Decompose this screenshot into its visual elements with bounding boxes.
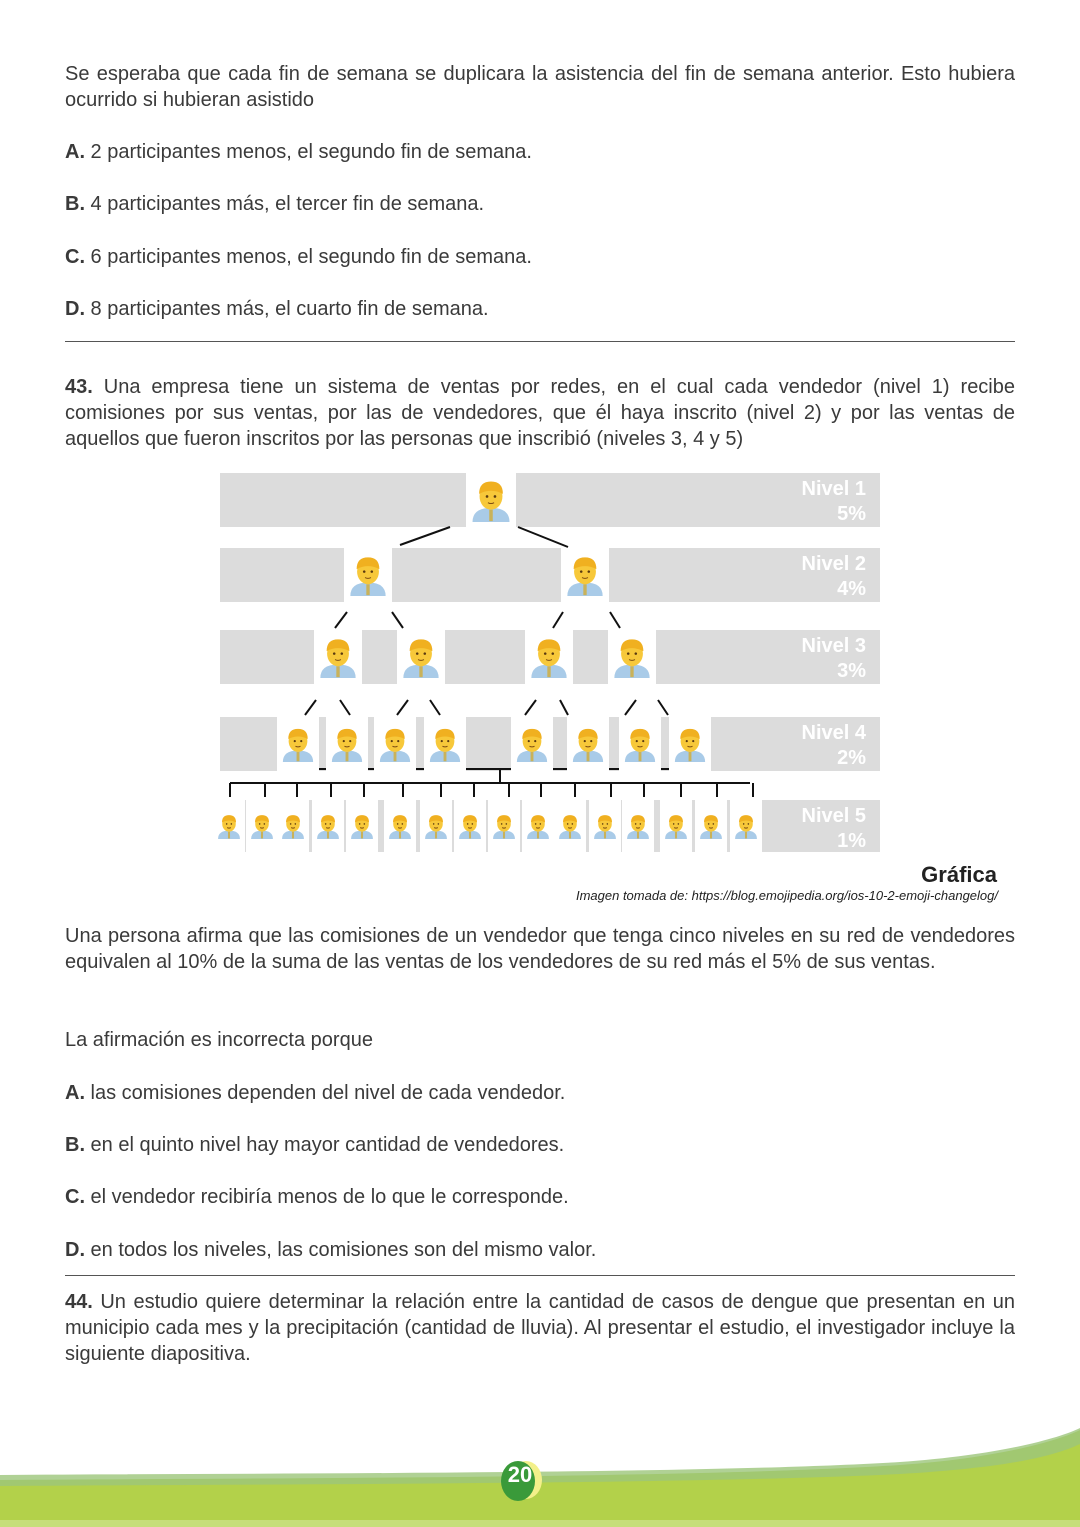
level-percent: 4% — [837, 578, 866, 600]
salesperson-icon — [619, 717, 661, 771]
salesperson-icon — [622, 800, 654, 852]
level-band — [220, 473, 880, 527]
salesperson-icon — [567, 717, 609, 771]
q44-stem — [65, 1289, 1015, 1367]
salesperson-icon — [314, 630, 362, 684]
salesperson-icon — [374, 717, 416, 771]
option-letter: C. — [65, 246, 85, 268]
salesperson-icon — [344, 548, 392, 602]
level-percent: 5% — [837, 503, 866, 525]
salesperson-icon — [246, 800, 278, 852]
connector-line — [525, 700, 536, 715]
salesperson-icon — [554, 800, 586, 852]
option-letter: D. — [65, 1239, 85, 1261]
question-number: 44. — [65, 1291, 93, 1313]
question-text: Un estudio quiere determinar la relación entre la cantidad de casos de dengue que presentan en un municipio cada mes y la precipitación (cantidad de lluvia). Al presentar el estudio, el investigador incluye la siguiente diapositiva. — [65, 1291, 1015, 1365]
option-text: 4 participantes más, el tercer fin de semana. — [85, 193, 485, 215]
salesperson-icon — [608, 630, 656, 684]
figure-caption: Gráfica — [921, 862, 997, 887]
connector-line — [518, 527, 568, 547]
level-percent: 1% — [837, 830, 866, 852]
footer-wave — [0, 1420, 1080, 1527]
salesperson-icon — [488, 800, 520, 852]
connector-line — [305, 700, 316, 715]
salesperson-icon — [525, 630, 573, 684]
salesperson-icon — [346, 800, 378, 852]
salesperson-icon — [466, 473, 516, 527]
connector-line — [340, 700, 350, 715]
salesperson-icon — [454, 800, 486, 852]
figure-source: Imagen tomada de: https://blog.emojipedia.org/ios-10-2-emoji-changelog/ — [575, 888, 998, 903]
salesperson-icon — [424, 717, 466, 771]
level-name: Nivel 5 — [801, 805, 866, 827]
connector-line — [392, 612, 403, 628]
option-letter: A. — [65, 1082, 85, 1104]
option-text: 8 participantes más, el cuarto fin de semana. — [85, 298, 489, 320]
salesperson-icon — [660, 800, 692, 852]
option-letter: B. — [65, 1134, 85, 1156]
option-letter: C. — [65, 1186, 85, 1208]
connector-line — [400, 527, 450, 545]
question-text: Una empresa tiene un sistema de ventas por redes, en el cual cada vendedor (nivel 1) recibe comisiones por sus ventas, por las de vendedores, que él haya inscrito (nivel 2) y por las ventas de aquellos que fueron inscritos por las personas que inscribió (niveles 3, 4 y 5) — [65, 376, 1015, 450]
connector-line — [610, 612, 620, 628]
salesperson-icon — [589, 800, 621, 852]
option-letter: B. — [65, 193, 85, 215]
level-percent: 3% — [837, 660, 866, 682]
salesperson-icon — [277, 717, 319, 771]
q43-claim: Una persona afirma que las comisiones de un vendedor que tenga cinco niveles en su red de vendedores equivalen al 10% de la suma de las ventas de los vendedores de su red más el 5% de sus ventas. — [65, 925, 1015, 973]
salesperson-icon — [730, 800, 762, 852]
option-text: el vendedor recibiría menos de lo que le corresponde. — [85, 1186, 569, 1208]
salesperson-icon — [326, 717, 368, 771]
question-number: 43. — [65, 376, 93, 398]
level-name: Nivel 3 — [801, 635, 866, 657]
connector-line — [658, 700, 668, 715]
q43-option-a — [65, 1080, 1015, 1106]
salesperson-icon — [312, 800, 344, 852]
option-text: 6 participantes menos, el segundo fin de semana. — [85, 246, 532, 268]
level-percent: 2% — [837, 747, 866, 769]
salesperson-icon — [561, 548, 609, 602]
option-letter: A. — [65, 141, 85, 163]
connector-line — [430, 700, 440, 715]
salesperson-icon — [397, 630, 445, 684]
connector-line — [397, 700, 408, 715]
level-name: Nivel 2 — [801, 553, 866, 575]
q43-option-c — [65, 1184, 1015, 1210]
option-text: en todos los niveles, las comisiones son del mismo valor. — [85, 1239, 597, 1261]
level-name: Nivel 4 — [801, 722, 866, 744]
q42-stem: Se esperaba que cada fin de semana se duplicara la asistencia del fin de semana anterior. Esto hubiera ocurrido si hubieran asistido — [65, 63, 1015, 111]
option-text: 2 participantes menos, el segundo fin de semana. — [85, 141, 532, 163]
q43-prompt: La afirmación es incorrecta porque — [65, 1029, 373, 1051]
connector-line — [553, 612, 563, 628]
level-name: Nivel 1 — [801, 478, 866, 500]
salesperson-icon — [695, 800, 727, 852]
connector-line — [560, 700, 568, 715]
salesperson-icon — [420, 800, 452, 852]
page-number: 20 — [507, 1462, 533, 1487]
option-text: las comisiones dependen del nivel de cada vendedor. — [85, 1082, 566, 1104]
q43-option-d — [65, 1237, 1015, 1263]
connector-line — [625, 700, 636, 715]
option-letter: D. — [65, 298, 85, 320]
salesperson-icon — [384, 800, 416, 852]
salesperson-icon — [511, 717, 553, 771]
q43-option-b — [65, 1132, 1015, 1158]
salesperson-icon — [522, 800, 554, 852]
level-band — [220, 548, 880, 602]
salesperson-icon — [213, 800, 245, 852]
option-text: en el quinto nivel hay mayor cantidad de vendedores. — [85, 1134, 565, 1156]
salesperson-icon — [669, 717, 711, 771]
connector-line — [335, 612, 347, 628]
divider — [65, 1275, 1015, 1276]
salesperson-icon — [277, 800, 309, 852]
